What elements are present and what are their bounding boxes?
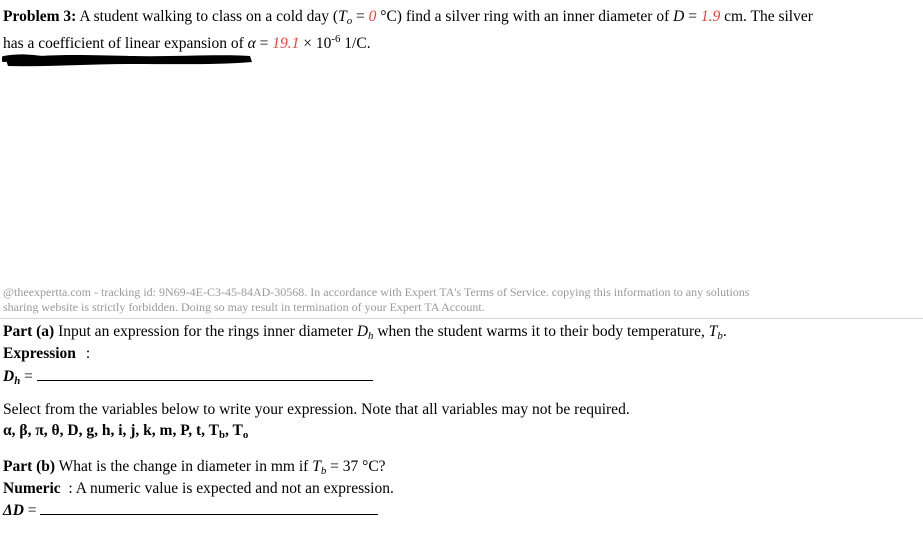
watermark-line-1: @theexpertta.com - tracking id: 9N69-4E-C3-45-84AD-30568. In accordance with Expert TA's Terms of Service. copying this information to any solutions	[3, 285, 750, 299]
to-variable: T	[338, 8, 347, 25]
problem-statement-line-1	[3, 8, 813, 27]
to-value: 0	[368, 8, 377, 25]
problem-label: Problem 3:	[3, 8, 77, 25]
part-a-text-2: when the student warms it to their body temperature,	[373, 323, 709, 340]
expression-label: Expression	[3, 345, 76, 362]
problem-text-1: A student walking to class on a cold day (	[79, 8, 339, 25]
variables-symbols: α, β, π, θ, D, g, h, i, j, k, m, P, t,	[3, 422, 209, 439]
d-variable: D	[673, 8, 685, 25]
part-a-label: Part (a)	[3, 323, 55, 340]
tb-subscript: b	[717, 330, 723, 342]
part-b-text: What is the change in diameter in mm if	[55, 458, 313, 475]
watermark-line-2: sharing website is strictly forbidden. Doing so may result in termination of your Expert TA Account.	[3, 300, 485, 314]
part-b-answer-row	[3, 499, 378, 520]
numeric-description: : A numeric value is expected and not an expression.	[60, 480, 394, 497]
tb-subscript: b	[320, 465, 327, 477]
answer-b-input[interactable]	[40, 499, 378, 515]
to-subscript: o	[346, 15, 353, 27]
var-to-subscript: o	[242, 429, 249, 441]
var-to: T	[232, 422, 243, 439]
equals-sign: =	[255, 35, 273, 52]
answer-a-subscript: h	[14, 375, 21, 387]
alpha-unit: 1/C.	[340, 35, 371, 52]
period: .	[722, 323, 727, 340]
section-divider	[0, 318, 923, 319]
tb-variable: T	[312, 458, 321, 475]
tb-variable: T	[708, 323, 718, 340]
d-value: 1.9	[700, 8, 721, 25]
variables-instruction: Select from the variables below to write your expression. Note that all variables may not be required.	[3, 401, 630, 418]
equals-sign: =	[352, 8, 369, 25]
to-unit: °C) find a silver ring with an inner diameter of	[376, 8, 674, 25]
variables-list	[3, 422, 248, 441]
expression-separator: :	[81, 345, 91, 362]
part-a-question	[3, 323, 727, 342]
var-separator: ,	[225, 422, 233, 439]
answer-b-equals: =	[23, 502, 41, 519]
alpha-exponent: -6	[331, 33, 341, 45]
numeric-label: Numeric	[3, 480, 61, 497]
part-a-text: Input an expression for the rings inner diameter	[54, 323, 357, 340]
answer-b-variable: ΔD	[3, 502, 24, 519]
redaction-mark	[2, 50, 262, 70]
part-a-answer-row	[3, 365, 373, 387]
alpha-times: × 10	[299, 35, 332, 52]
part-b-answer-type	[3, 480, 394, 498]
part-a-answer-type	[3, 345, 90, 363]
d-unit: cm. The silver	[720, 8, 813, 25]
equals-sign: =	[684, 8, 701, 25]
part-b-question	[3, 458, 386, 477]
part-b-label: Part (b)	[3, 458, 56, 475]
dh-subscript: h	[368, 330, 374, 342]
alpha-symbol: α	[247, 35, 256, 52]
var-tb-subscript: b	[218, 429, 226, 441]
answer-a-input[interactable]	[37, 365, 373, 381]
var-tb: T	[208, 422, 219, 439]
alpha-value: 19.1	[272, 35, 300, 52]
dh-variable: D	[356, 323, 369, 340]
answer-a-variable: D	[3, 368, 15, 385]
answer-a-equals: =	[20, 368, 37, 385]
part-b-text-2: = 37 °C?	[326, 458, 386, 475]
problem-text-2: has a coefficient of linear expansion of	[3, 35, 248, 52]
